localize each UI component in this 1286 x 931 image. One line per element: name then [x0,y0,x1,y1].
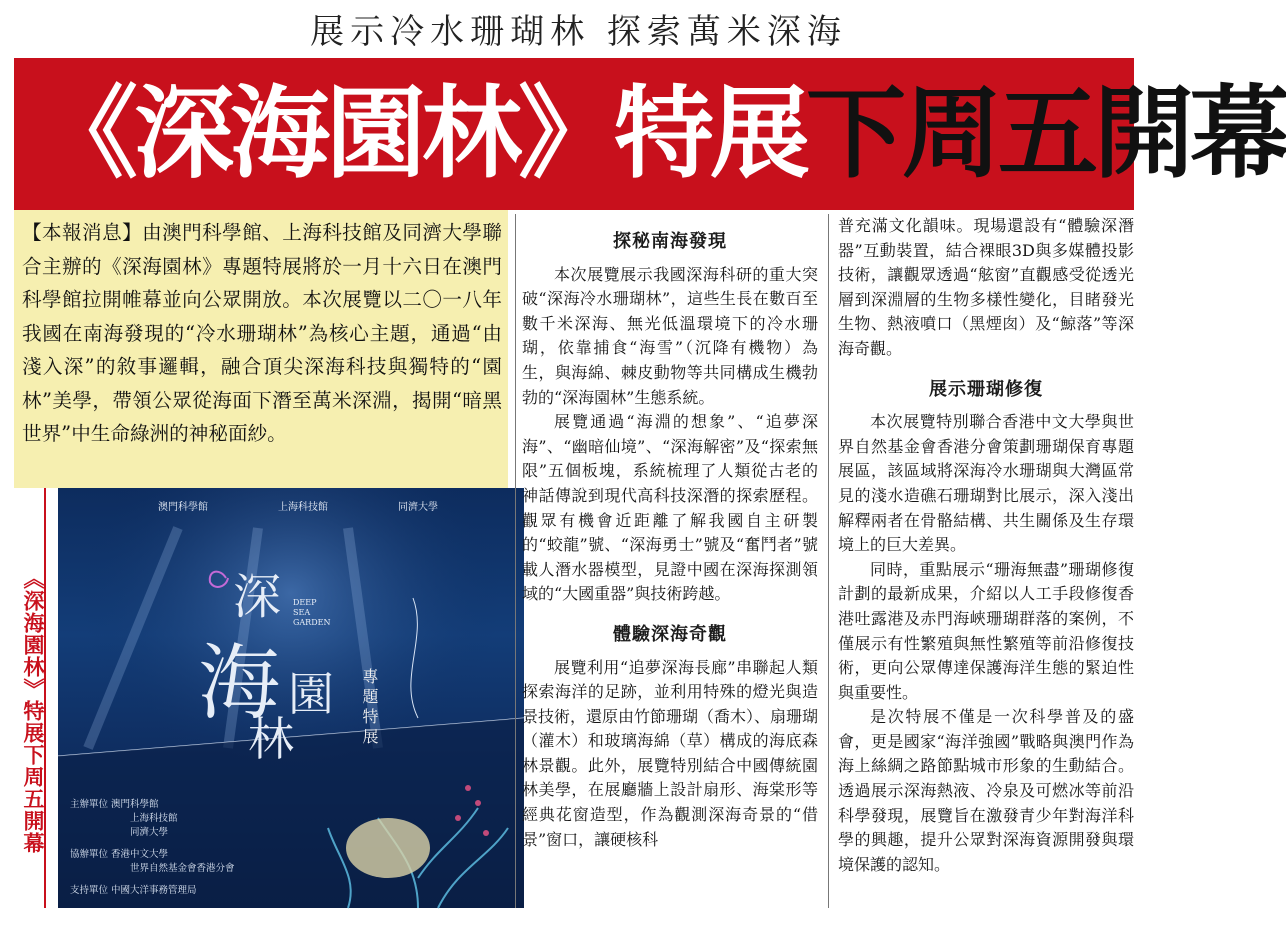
paragraph: 本次展覽特別聯合香港中文大學與世界自然基金會香港分會策劃珊瑚保育專題展區，該區域將深海冷水珊瑚與大灣區常見的淺水造礁石珊瑚對比展示，深入淺出解釋兩者在骨骼結構、共生關係及生存環境上的巨大差異。 [838,412,1134,555]
main-headline [38,70,1286,198]
paragraph: 本次展覽展示我國深海科研的重大突破“深海冷水珊瑚林”，這些生長在數百至數千米深海、無光低溫環境下的冷水珊瑚，依靠捕食“海雪”（沉降有機物）為生，與海綿、棘皮動物等共同構成生機勃勃的“深海園林”生態系統。 [522,264,818,407]
exhibition-poster-block [14,488,508,908]
credit-line: 同濟大學 [130,827,169,838]
poster-credits [70,798,235,898]
logo-macao-science-center: 澳門科學館 [158,502,208,513]
subheading-coral-restoration: 展示珊瑚修復 [929,378,1043,400]
paragraph: 展覽通過“海淵的想象”、“追夢深海”、“幽暗仙境”、“深海解密”及“探索無限”五個板塊，系統梳理了人類從古老的神話傳說到現代高科技深潛的探索歷程。觀眾有機會近距離了解我國自主研製的“蛟龍”號、“深海勇士”號及“奮鬥者”號載人潛水器模型，見證中國在深海探測領域的“大國重器”與技術跨越。 [522,412,818,604]
paragraph: 是次特展不僅是一次科學普及的盛會，更是國家“海洋強國”戰略與澳門作為海上絲綢之路節點城市形象的生動結合。透過展示深海熱液、冷泉及可燃冰等前沿科學發現，展覽旨在激發青少年對海洋科學的興趣，提升公眾對深海資源開發與環境保護的認知。 [838,707,1134,874]
lead-paragraph: 【本報消息】由澳門科學館、上海科技館及同濟大學聯合主辦的《深海園林》專題特展將於一月十六日在澳門科學館拉開帷幕並向公眾開放。本次展覽以二〇一八年我國在南海發現的“冷水珊瑚林”為核心主題，通過“由淺入深”的敘事邏輯，融合頂尖深海科技與獨特的“園林”美學，帶領公眾從海面下潛至萬米深淵，揭開“暗黑世界”中生命綠洲的神秘面紗。 [14,210,508,488]
headline-part-black: 下周五開幕 [806,75,1286,192]
poster-caption: 《深海園林》特展下周五開幕 [21,568,46,854]
logo-shanghai-science-museum: 上海科技館 [278,502,328,513]
paragraph: 同時，重點展示“珊海無盡”珊瑚修復計劃的最新成果，介紹以人工手段修復香港吐露港及赤門海峽珊瑚群落的案例，不僅展示有性繁殖與無性繁殖等前沿修復技術，更向公眾傳達保護海洋生態的緊迫性與重要性。 [838,559,1134,702]
poster-vertical-label: 專題特展 [360,668,379,748]
subheading-discovery: 探秘南海發現 [613,231,727,252]
exhibition-poster-image [58,488,524,908]
poster-logos [78,494,498,528]
article-column-2 [522,214,818,852]
credit-line: 世界自然基金會香港分會 [130,863,235,874]
poster-title-char-2: 海 [198,636,281,731]
headline-part-white: 《深海園林》特展 [38,75,806,192]
article-column-3 [838,214,1134,877]
paragraph: 展覽利用“追夢深海長廊”串聯起人類探索海洋的足跡，並利用特殊的燈光與造景技術，還原由竹節珊瑚（喬木）、扇珊瑚（灌木）和玻璃海綿（草）構成的海底森林景觀。此外，展覽特別結合中國傳統園林美學，在展廳牆上設計扇形、海棠形等經典花窗造型，作為觀測深海奇景的“借景”窗口，讓硬核科 [522,657,819,849]
column-divider [515,214,516,908]
credit-line: 上海科技館 [130,813,178,824]
headline-banner [14,58,1286,210]
subheading-experience: 體驗深海奇觀 [613,623,727,645]
credit-line: 支持單位 中國大洋事務管理局 [70,885,197,896]
poster-caption-bar [14,488,46,908]
logo-tongji-university: 同濟大學 [398,502,438,513]
paragraph-continued: 普充滿文化韻味。現場還設有“體驗深潛器”互動裝置，結合裸眼3D與多媒體投影技術，讓觀眾透過“舷窗”直觀感受從透光層到深淵層的生物多樣性變化，目睹發光生物、熱液噴口（黑煙囱）及“鯨落”等深海奇觀。 [838,216,1134,358]
credit-line: 協辦單位 香港中文大學 [70,849,169,860]
poster-title-char-1: 深 [233,569,282,625]
poster-subtitle-en: DEEP SEA GARDEN [293,598,331,627]
poster-title-char-4: 林 [248,712,294,766]
kicker-headline: 展示冷水珊瑚林 探索萬米深海 [310,12,847,52]
column-divider [828,214,829,908]
credit-line: 主辦單位 澳門科學館 [70,799,159,810]
poster-title-char-3: 園 [288,667,334,721]
